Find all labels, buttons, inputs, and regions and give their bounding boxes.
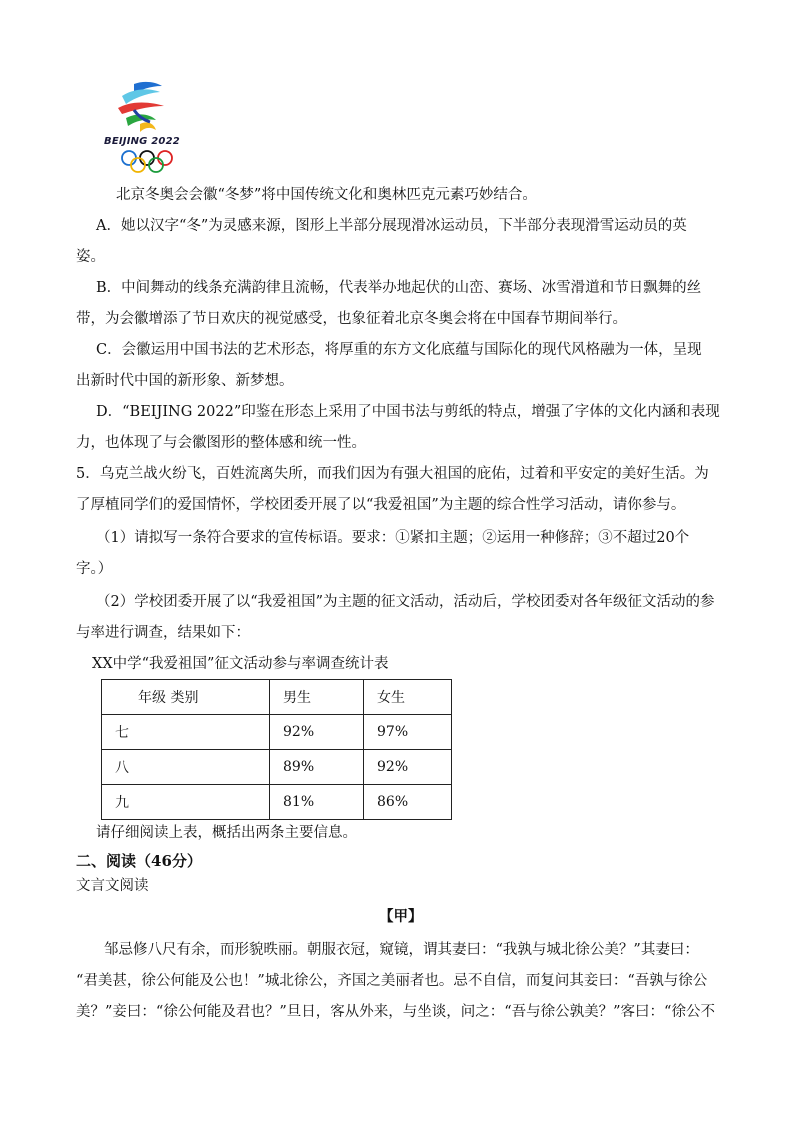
subsection-title: 文言文阅读 bbox=[76, 878, 149, 894]
question-5-2-line-1: （2）学校团委开展了以“我爱祖国”为主题的征文活动，活动后，学校团委对各年级征文活动的参 bbox=[96, 594, 715, 610]
option-a-line-2: 姿。 bbox=[76, 249, 105, 265]
beijing-2022-emblem bbox=[104, 80, 190, 176]
table-caption: XX中学“我爱祖国”征文活动参与率调查统计表 bbox=[92, 656, 389, 672]
table-row bbox=[102, 750, 452, 785]
option-b-line-1: B．中间舞动的线条充满韵律且流畅，代表举办地起伏的山峦、赛场、冰雪滑道和节日飘舞的丝 bbox=[96, 280, 702, 296]
option-b-line-2: 带，为会徽增添了节日欢庆的视觉感受，也象征着北京冬奥会将在中国春节期间举行。 bbox=[76, 311, 627, 327]
question-5-2-line-2: 与率进行调查，结果如下： bbox=[76, 625, 250, 641]
table-cell: 七 bbox=[102, 715, 270, 750]
table-header-cell: 女生 bbox=[364, 680, 452, 715]
option-d-line-1: D．“BEIJING 2022”印鉴在形态上采用了中国书法与剪纸的特点，增强了字体的文化内涵和表现 bbox=[96, 404, 720, 420]
question-5-1-line-1: （1）请拟写一条符合要求的宣传标语。要求：①紧扣主题；②运用一种修辞；③不超过20个 bbox=[96, 530, 690, 546]
table-cell: 89% bbox=[270, 750, 364, 785]
table-instruction: 请仔细阅读上表，概括出两条主要信息。 bbox=[96, 825, 357, 841]
emblem-text: BEIJING 2022 bbox=[104, 136, 180, 147]
question-5-line-1: 5．乌克兰战火纷飞，百姓流离失所，而我们因为有强大祖国的庇佑，过着和平安定的美好生活。为 bbox=[76, 466, 709, 482]
olympic-rings-icon bbox=[120, 150, 174, 174]
passage-title: 【甲】 bbox=[379, 908, 423, 925]
emblem-graphic-icon bbox=[104, 80, 190, 136]
table-cell: 九 bbox=[102, 785, 270, 820]
passage-line: “君美甚，徐公何能及公也！”城北徐公，齐国之美丽者也。忌不自信，而复问其妾曰：“吾孰与徐公 bbox=[76, 973, 708, 989]
table-cell: 八 bbox=[102, 750, 270, 785]
table-header-cell: 年级 类别 bbox=[102, 680, 270, 715]
table-cell: 92% bbox=[270, 715, 364, 750]
section-title: 二、阅读（46分） bbox=[76, 852, 202, 870]
table-row bbox=[102, 715, 452, 750]
table-header-cell: 男生 bbox=[270, 680, 364, 715]
option-a-line-1: A．她以汉字“冬”为灵感来源，图形上半部分展现滑冰运动员，下半部分表现滑雪运动员的英 bbox=[96, 218, 687, 234]
option-c-line-1: C．会徽运用中国书法的艺术形态，将厚重的东方文化底蕴与国际化的现代风格融为一体，呈现 bbox=[96, 342, 702, 358]
option-d-line-2: 力，也体现了与会徽图形的整体感和统一性。 bbox=[76, 435, 366, 451]
table-row bbox=[102, 785, 452, 820]
table-cell: 81% bbox=[270, 785, 364, 820]
passage-line: 邹忌修八尺有余，而形貌昳丽。朝服衣冠，窥镜，谓其妻曰：“我孰与城北徐公美？”其妻曰： bbox=[104, 942, 699, 958]
passage-line: 美？”妾曰：“徐公何能及君也？”旦日，客从外来，与坐谈，问之：“吾与徐公孰美？”客曰：“徐公不 bbox=[76, 1004, 715, 1020]
table-cell: 86% bbox=[364, 785, 452, 820]
intro-line: 北京冬奥会会徽“冬梦”将中国传统文化和奥林匹克元素巧妙结合。 bbox=[116, 187, 537, 203]
participation-table bbox=[101, 679, 452, 820]
table-header-row bbox=[102, 680, 452, 715]
option-c-line-2: 出新时代中国的新形象、新梦想。 bbox=[76, 373, 294, 389]
question-5-1-line-2: 字。） bbox=[76, 561, 113, 577]
question-5-line-2: 了厚植同学们的爱国情怀，学校团委开展了以“我爱祖国”为主题的综合性学习活动，请你参与。 bbox=[76, 497, 686, 513]
table-cell: 92% bbox=[364, 750, 452, 785]
table-cell: 97% bbox=[364, 715, 452, 750]
